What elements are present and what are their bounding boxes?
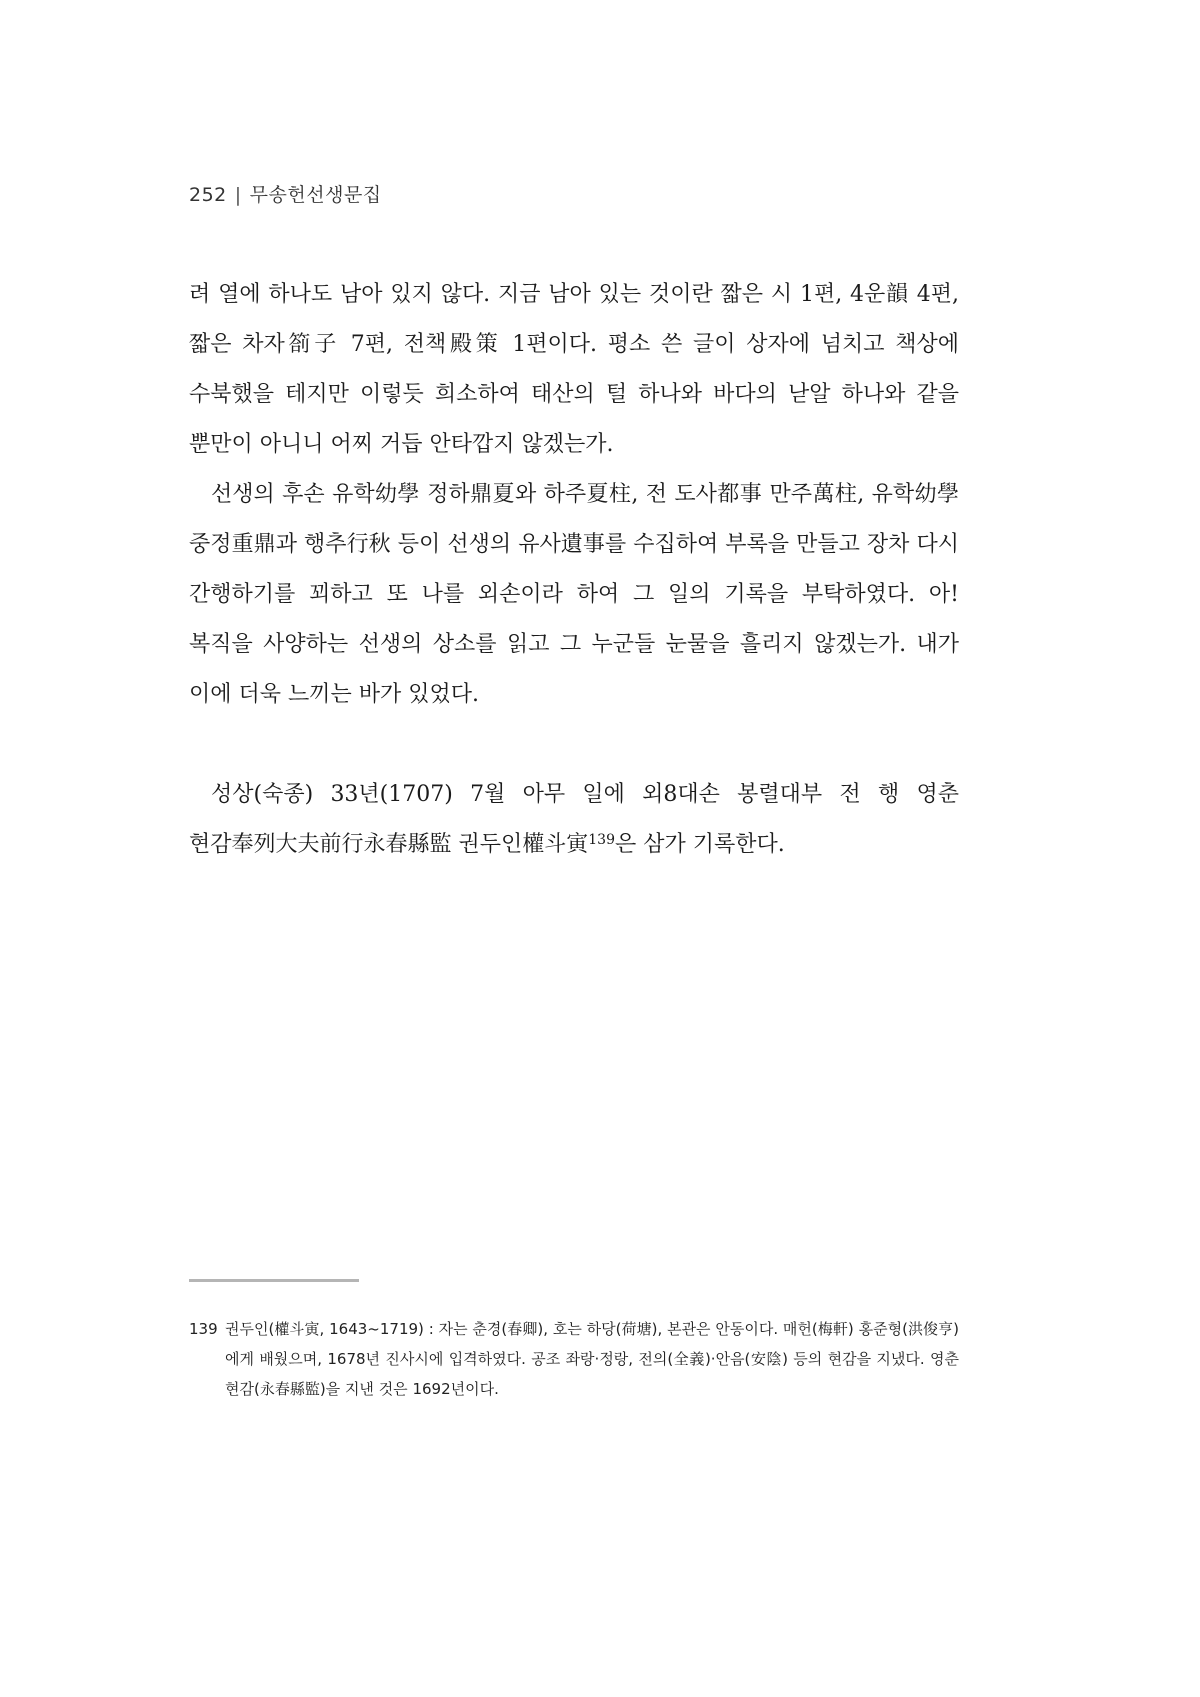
header-separator: | xyxy=(234,184,242,206)
body-paragraph-2: 선생의 후손 유학幼學 정하鼎夏와 하주夏柱, 전 도사都事 만주萬柱, 유학幼學 중정重鼎과 행추行秋 등이 선생의 유사遺事를 수집하여 부록을 만들고 장차 다시 간행하기를 꾀하고 또 나를 외손이라 하여 그 일의 기록을 부탁하였다. 아! 복직을 사양하는 선생의 상소를 읽고 그 누군들 눈물을 흘리지 않겠는가. 내가 이에 더욱 느끼는 바가 있었다. xyxy=(189,482,959,707)
page-number: 252 xyxy=(189,184,227,206)
footnote-reference[interactable]: 139 xyxy=(588,832,615,848)
book-title: 무송헌선생문집 xyxy=(249,184,382,206)
footnote-text: 권두인(權斗寅, 1643~1719) : 자는 춘경(春卿), 호는 하당(荷塘), 본관은 안동이다. 매헌(梅軒) 홍준형(洪俊亨)에게 배웠으며, 1678년 진사시에 입격하였다. 공조 좌랑·정랑, 전의(全義)·안음(安陰) 등의 현감을 지냈다. 영춘 현감(永春縣監)을 지낸 것은 1692년이다. xyxy=(225,1320,959,1398)
signoff-paragraph xyxy=(189,770,959,870)
running-header xyxy=(189,180,382,207)
footnote-divider xyxy=(189,1279,359,1282)
body-paragraph-1: 려 열에 하나도 남아 있지 않다. 지금 남아 있는 것이란 짧은 시 1편, 4운韻 4편, 짧은 차자箚子 7편, 전책殿策 1편이다. 평소 쓴 글이 상자에 넘치고 책상에 수북했을 테지만 이렇듯 희소하여 태산의 털 하나와 바다의 낟알 하나와 같을 뿐만이 아니니 어찌 거듭 안타깝지 않겠는가. xyxy=(189,282,959,457)
signoff-text: 성상(숙종) 33년(1707) 7월 아무 일에 외8대손 봉렬대부 전 행 영춘 현감奉列大夫前行永春縣監 권두인權斗寅 xyxy=(189,782,959,857)
signoff-text-end: 은 삼가 기록한다. xyxy=(615,832,785,857)
body-text xyxy=(189,270,959,870)
footnote-139 xyxy=(189,1314,959,1404)
footnotes xyxy=(189,1314,959,1404)
footnote-number: 139 xyxy=(189,1320,218,1338)
